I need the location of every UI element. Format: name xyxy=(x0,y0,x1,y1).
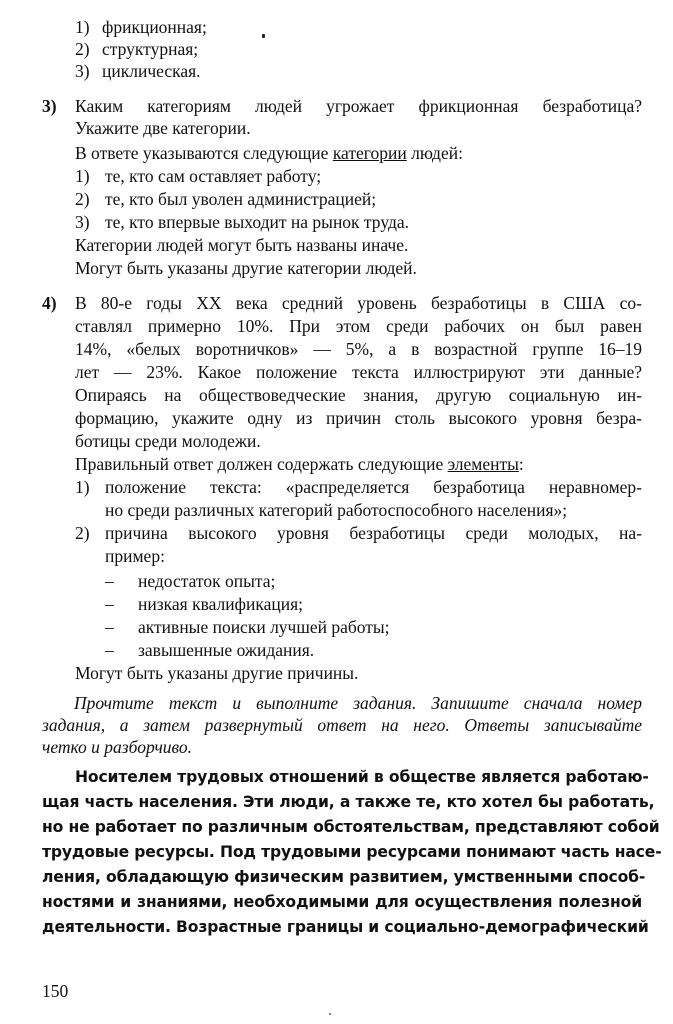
list-text: те, кто сам оставляет работу; xyxy=(105,166,322,186)
answer-item-line: причина высокого уровня безработицы среди молодых, на- xyxy=(105,523,642,543)
answer-note: Категории людей могут быть названы иначе. xyxy=(75,235,409,255)
list-number: 1) xyxy=(75,166,90,186)
paragraph-line: ностями и знаниями, необходимыми для осуществления полезной xyxy=(42,893,642,911)
paragraph-line: но не работает по различным обстоятельствам, представляют собой xyxy=(42,818,660,836)
question-line: 14%, «белых воротничков» — 5%, а в возрастной группе 16–19 xyxy=(75,339,642,359)
dash-bullet: – xyxy=(105,617,114,637)
list-text: те, кто был уволен администрацией; xyxy=(105,189,377,209)
question-number: 4) xyxy=(42,293,57,313)
question-line: В 80-е годы XX века средний уровень безработицы в США со- xyxy=(75,293,642,313)
dash-bullet: – xyxy=(105,571,114,591)
list-number: 2) xyxy=(75,523,90,543)
dash-bullet: – xyxy=(105,640,114,660)
dash-text: активные поиски лучшей работы; xyxy=(138,617,390,637)
list-number: 1) xyxy=(75,477,90,497)
list-number: 2) xyxy=(75,39,90,59)
dash-text: недостаток опыта; xyxy=(138,571,276,591)
answer-item-line: положение текста: «распределяется безработица неравномер- xyxy=(105,477,642,497)
paragraph-line: Носителем трудовых отношений в обществе является работаю- xyxy=(75,768,649,786)
answer-intro: Правильный ответ должен содержать следующие элементы: xyxy=(75,454,524,474)
instruction-line: Прочтите текст и выполните задания. Запишите сначала номер xyxy=(74,693,642,713)
question-number: 3) xyxy=(42,96,57,116)
list-text: те, кто впервые выходит на рынок труда. xyxy=(105,212,410,232)
list-number: 3) xyxy=(75,212,90,232)
question-line: лет — 23%. Какое положение текста иллюстрируют эти данные? xyxy=(75,362,642,382)
answer-item-line: но среди различных категорий работоспособного населения»; xyxy=(105,500,568,520)
question-line: ботицы среди молодежи. xyxy=(75,431,261,451)
answer-note: Могут быть указаны другие причины. xyxy=(75,663,359,683)
paragraph-line: щая часть населения. Эти люди, а также те, кто хотел бы работать, xyxy=(42,793,655,811)
question-line: Опираясь на обществоведческие знания, другую социальную ин- xyxy=(75,385,642,405)
answer-item-line: пример: xyxy=(105,546,165,566)
answer-note: Могут быть указаны другие категории людей. xyxy=(75,258,417,278)
dash-text: завышенные ожидания. xyxy=(138,640,315,660)
list-text: фрикционная; xyxy=(102,17,207,37)
list-text: структурная; xyxy=(102,39,199,59)
page-number: 150 xyxy=(42,981,69,1001)
paragraph-line: трудовые ресурсы. Под трудовыми ресурсами понимают часть насе- xyxy=(42,843,662,861)
scan-speck xyxy=(329,1013,331,1015)
list-number: 3) xyxy=(75,61,90,81)
list-number: 2) xyxy=(75,189,90,209)
dash-bullet: – xyxy=(105,594,114,614)
dash-text: низкая квалификация; xyxy=(138,594,303,614)
list-text: циклическая. xyxy=(102,61,201,81)
underlined-keyword: категории xyxy=(332,143,407,163)
answer-intro: В ответе указываются следующие категории людей: xyxy=(75,143,463,163)
instruction-line: задания, а затем развернутый ответ на него. Ответы записывайте xyxy=(42,715,642,735)
question-line: ставлял примерно 10%. При этом среди рабочих он был равен xyxy=(75,316,642,336)
question-line: Каким категориям людей угрожает фрикционная безработица? xyxy=(75,96,642,116)
scan-speck xyxy=(262,34,265,38)
question-line: формацию, укажите одну из причин столь высокого уровня безра- xyxy=(75,408,642,428)
paragraph-line: ления, обладающую физическим развитием, умственными способ- xyxy=(42,868,646,886)
instruction-line: четко и разборчиво. xyxy=(42,737,193,757)
paragraph-line: деятельности. Возрастные границы и социально-демографический xyxy=(42,918,649,936)
underlined-keyword: элементы xyxy=(447,454,519,474)
question-line: Укажите две категории. xyxy=(75,118,251,138)
list-number: 1) xyxy=(75,17,90,37)
